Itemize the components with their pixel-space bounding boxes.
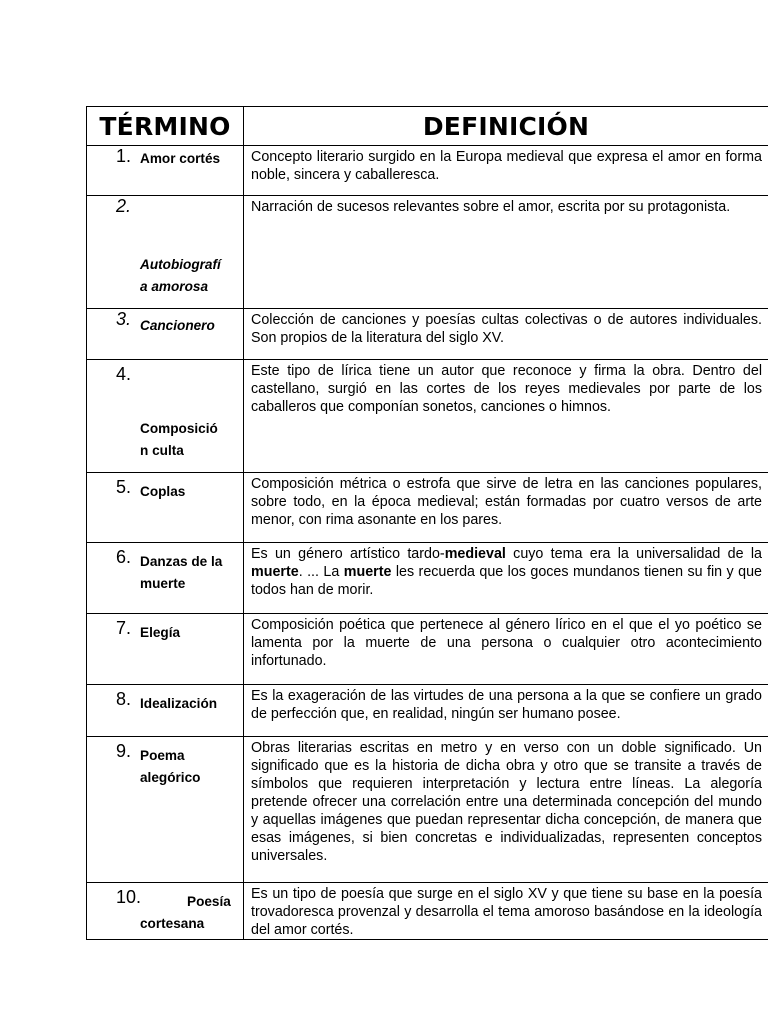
definition-cell: Colección de canciones y poesías cultas colectivas o de autores individuales. Son propios de la literatura del siglo XV.	[244, 309, 768, 360]
term-number: 8.	[116, 689, 132, 709]
term-label-line: Composició	[140, 421, 218, 436]
header-term: TÉRMINO	[87, 107, 244, 146]
term-cell	[87, 309, 244, 360]
header-definition: DEFINICIÓN	[244, 107, 768, 146]
term-cell	[87, 685, 244, 737]
def-text: Es un género artístico tardo-	[251, 546, 445, 562]
def-bold: muerte	[343, 564, 392, 580]
term-label-line: n culta	[140, 443, 184, 458]
table-row	[87, 196, 768, 309]
term-label-line: Poema	[140, 748, 185, 763]
term-cell	[87, 146, 244, 196]
term-label: Elegía	[140, 625, 181, 640]
def-bold: muerte	[251, 564, 299, 580]
term-cell	[87, 614, 244, 685]
term-label-line: a amorosa	[140, 279, 209, 294]
term-label-line: Danzas de la	[140, 554, 223, 569]
term-label	[140, 551, 240, 595]
def-bold: medieval	[444, 546, 506, 562]
term-number: 9.	[116, 741, 132, 761]
def-text: cuyo tema era la universalidad de la	[505, 546, 762, 562]
table-row	[87, 146, 768, 196]
term-cell	[87, 196, 244, 309]
term-label: cortesana	[140, 916, 205, 931]
term-cell	[87, 737, 244, 883]
term-cell	[87, 883, 244, 940]
term-label	[140, 418, 218, 462]
term-number: 2.	[116, 196, 132, 216]
table-row	[87, 614, 768, 685]
term-cell	[87, 543, 244, 614]
term-label-line: alegórico	[140, 770, 201, 785]
definition-cell: Composición métrica o estrofa que sirve de letra en las canciones populares, sobre todo, en la época medieval; están formadas por cuatro versos de arte menor, con rima asonante en los pares.	[244, 473, 768, 543]
header-row	[87, 107, 768, 146]
term-label-line: muerte	[140, 576, 186, 591]
term-label: Amor cortés	[140, 151, 221, 166]
table-row	[87, 360, 768, 473]
term-label-line: Autobiografí	[140, 257, 221, 272]
definition-cell: Es un tipo de poesía que surge en el siglo XV y que tiene su base en la poesía trovadoresca provenzal y desarrolla el tema amoroso basándose en la ideología del amor cortés.	[244, 883, 768, 940]
term-number: 7.	[116, 618, 132, 638]
glossary-table	[86, 106, 768, 940]
term-cell	[87, 360, 244, 473]
definition-cell: Concepto literario surgido en la Europa medieval que expresa el amor en forma noble, sincera y caballeresca.	[244, 146, 768, 196]
term-label: Idealización	[140, 696, 218, 711]
def-text: . ... La	[298, 564, 344, 580]
definition-cell: Narración de sucesos relevantes sobre el amor, escrita por su protagonista.	[244, 196, 768, 309]
term-label	[140, 745, 200, 789]
term-number: 6.	[116, 547, 132, 567]
definition-cell	[244, 543, 768, 614]
table-row	[87, 883, 768, 940]
term-cell	[87, 473, 244, 543]
term-number: 3.	[116, 309, 132, 329]
term-label	[140, 254, 221, 298]
table-row	[87, 685, 768, 737]
definition-cell: Es la exageración de las virtudes de una persona a la que se confiere un grado de perfección que, en realidad, ningún ser humano posee.	[244, 685, 768, 737]
term-label: Cancionero	[140, 318, 215, 333]
definition-cell: Composición poética que pertenece al género lírico en el que el yo poético se lamenta por la muerte de una persona o cualquier otro acontecimiento infortunado.	[244, 614, 768, 685]
table-row	[87, 543, 768, 614]
term-label: Poesía	[187, 894, 231, 909]
term-number: 4.	[116, 364, 132, 384]
table-row	[87, 473, 768, 543]
def-text: les recuerda que los goces mundanos tienen su fin y que todos han de morir.	[251, 564, 762, 598]
term-label: Coplas	[140, 484, 186, 499]
definition-cell: Obras literarias escritas en metro y en verso con un doble significado. Un significado que es la historia de dicha obra y otro que se transite a través de símbolos que requieren interpretación y lectura entre líneas. La alegoría pretende ofrecer una correlación entre una determinada concepción del mundo y aquellas imágenes que puedan representar dicha concepción, de manera que esas imágenes, si bien concretas e individualizadas, representen conceptos universales.	[244, 737, 768, 883]
table-row	[87, 737, 768, 883]
term-number: 5.	[116, 477, 132, 497]
definition-cell: Este tipo de lírica tiene un autor que reconoce y firma la obra. Dentro del castellano, surgió en las cortes de los reyes medievales por parte de los caballeros que componían sonetos, canciones o himnos.	[244, 360, 768, 473]
term-number: 10.	[116, 887, 142, 907]
table-row	[87, 309, 768, 360]
term-number: 1.	[116, 146, 132, 166]
